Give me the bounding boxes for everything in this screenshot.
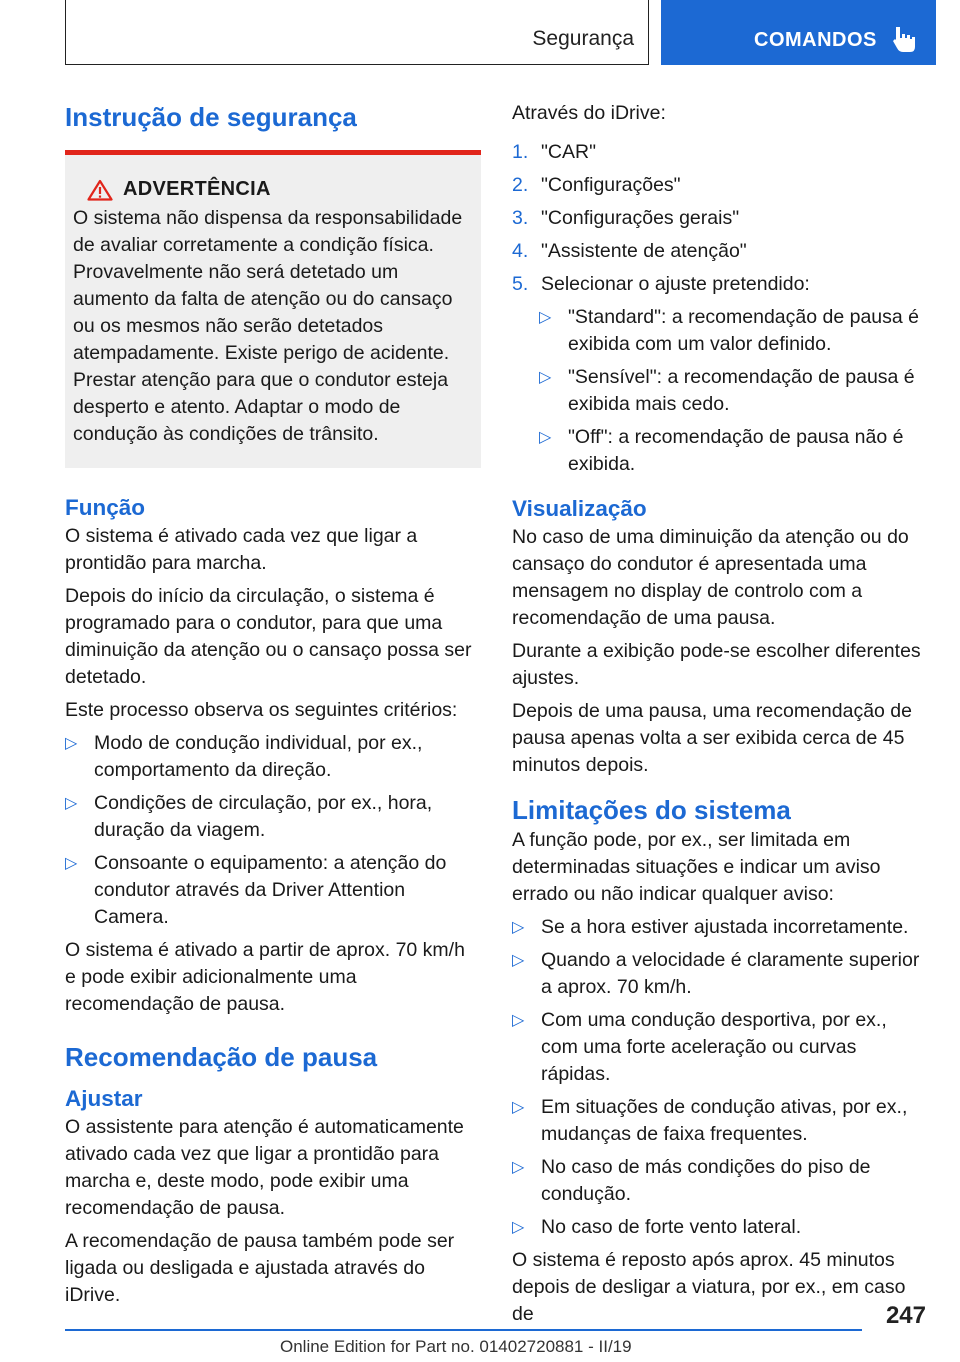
limitations-paragraph-2: O sistema é reposto após aprox. 45 minutos depois de desligar a viatura, por ex., em caso de [512,1249,906,1325]
step-item: 3. "Configurações gerais" [512,207,740,229]
adjust-paragraph-2: A recomendação de pausa também pode ser ligada ou desligada e ajustada através do iDrive. [65,1230,455,1306]
criteria-list [65,730,481,931]
function-paragraph-3: Este processo observa os seguintes critérios: [65,699,458,721]
function-paragraph-2: Depois do início da circulação, o sistema é programado para o condutor, para que uma diminuição da atenção ou o cansaço possa ser detetado. [65,585,472,688]
step-item: 1. "CAR" [512,141,597,163]
list-item: ▷ Com uma condução desportiva, por ex., com uma forte aceleração ou curvas rápidas. [512,1009,887,1085]
display-paragraph-1: No caso de uma diminuição da atenção ou do cansaço do condutor é apresentada uma mensagem no display de controlo com a recomendação de uma pausa. [512,526,909,629]
footer-divider [65,1329,862,1331]
section-label-box [65,0,649,65]
function-heading: Função [65,495,146,520]
page-number: 247 [885,1302,926,1329]
warning-triangle-icon [87,179,113,201]
section-label: Segurança [532,27,634,50]
list-item: ▷ No caso de más condições do piso de condução. [512,1156,871,1205]
function-paragraph-1: O sistema é ativado cada vez que ligar a prontidão para marcha. [65,525,418,574]
list-item: ▷ Em situações de condução ativas, por ex., mudanças de faixa frequentes. [512,1096,908,1145]
list-item: ▷ Quando a velocidade é claramente superior a aprox. 70 km/h. [512,949,920,998]
bullet-triangle-icon: ▷ [512,1012,525,1029]
idrive-intro: Através do iDrive: [512,102,666,124]
bullet-triangle-icon: ▷ [512,1219,525,1236]
limitations-paragraph-1: A função pode, por ex., ser limitada em determinadas situações e indicar um aviso errado ou não indicar qualquer aviso: [512,829,881,905]
list-item: ▷ Condições de circulação, por ex., hora, duração da viagem. [65,792,433,841]
chapter-tab[interactable] [661,0,936,65]
bullet-triangle-icon: ▷ [539,429,552,446]
list-item: ▷ "Sensível": a recomendação de pausa é exibida mais cedo. [539,366,915,415]
safety-heading: Instrução de segurança [65,102,357,132]
step-item: 5. Selecionar o ajuste pretendido: [512,273,810,295]
list-item: ▷ "Off": a recomendação de pausa não é exibida. [539,426,904,475]
bullet-triangle-icon: ▷ [512,1099,525,1116]
idrive-steps [512,139,928,298]
list-item: ▷ No caso de forte vento lateral. [512,1214,928,1241]
bullet-triangle-icon: ▷ [65,855,78,872]
function-paragraph-4: O sistema é ativado a partir de aprox. 70 km/h e pode exibir adicionalmente uma recomendação de pausa. [65,939,465,1015]
pause-heading: Recomendação de pausa [65,1042,378,1072]
edition-footer: Online Edition for Part no. 01402720881 - II/19 [280,1337,632,1356]
bullet-triangle-icon: ▷ [539,309,552,326]
list-item: ▷ "Standard": a recomendação de pausa é exibida com um valor definido. [539,306,919,355]
warning-title: ADVERTÊNCIA [123,178,271,200]
limitations-list [512,914,928,1241]
warning-box [65,150,481,468]
adjust-paragraph-1: O assistente para atenção é automaticamente ativado cada vez que ligar a prontidão para marcha e, deste modo, pode exibir uma recomendação de pausa. [65,1116,464,1219]
bullet-triangle-icon: ▷ [512,919,525,936]
bullet-triangle-icon: ▷ [65,795,78,812]
bullet-triangle-icon: ▷ [512,1159,525,1176]
warning-title-row [73,176,473,203]
chapter-tab-label: COMANDOS [754,29,877,51]
adjust-subheading: Ajustar [65,1086,143,1111]
bullet-triangle-icon: ▷ [65,735,78,752]
pointing-hand-icon [891,23,919,53]
limitations-heading: Limitações do sistema [512,795,791,825]
display-paragraph-3: Depois de uma pausa, uma recomendação de pausa apenas volta a ser exibida cerca de 45 minutos depois. [512,700,912,776]
right-column [512,100,928,1334]
display-heading: Visualização [512,496,647,521]
list-item: ▷ Se a hora estiver ajustada incorretamente. [512,914,928,941]
step-item: 4. "Assistente de atenção" [512,240,747,262]
list-item: ▷ Modo de condução individual, por ex., comportamento da direção. [65,732,423,781]
bullet-triangle-icon: ▷ [512,952,525,969]
display-paragraph-2: Durante a exibição pode-se escolher diferentes ajustes. [512,640,921,689]
left-column [65,100,481,1315]
step-item: 2. "Configurações" [512,174,681,196]
bullet-triangle-icon: ▷ [539,369,552,386]
setting-options [539,304,928,478]
list-item: ▷ Consoante o equipamento: a atenção do condutor através da Driver Attention Camera. [65,852,447,928]
warning-text: O sistema não dispensa da responsabilidade de avaliar corretamente a condição física. Provavelmente não será detetado um aumento da falta de atenção ou do cansaço ou os mesmos não serão detetados atempadamente. Existe perigo de acidente. Prestar atenção para que o condutor esteja desperto e atento. Adaptar o modo de condução às condições de trânsito. [73,207,463,445]
page-header [0,0,960,68]
